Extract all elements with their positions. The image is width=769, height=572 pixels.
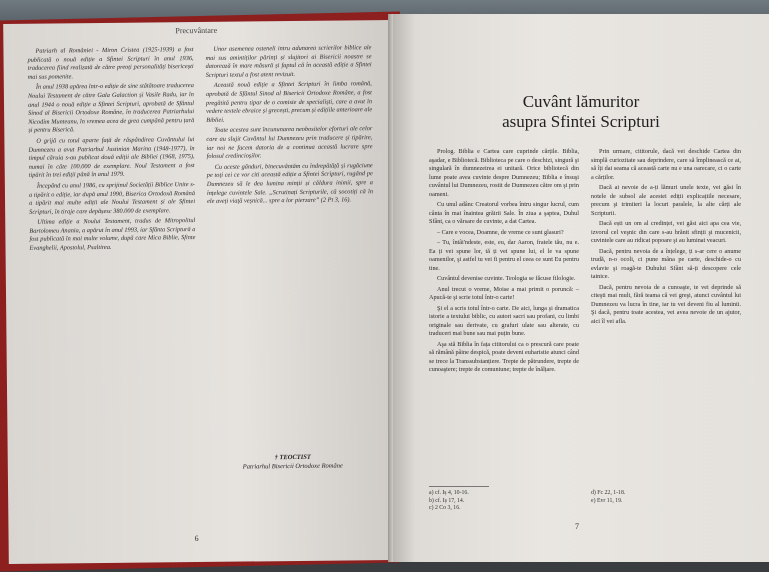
title-line-1: Cuvânt lămuritor <box>522 92 640 111</box>
footnote: c) 2 Co 3, 16. <box>429 505 461 511</box>
paragraph: Această nouă ediție a Sfintei Scripturi în limba română, aprobată de Sfântul Sinod al Bisericii Ortodoxe Române, a fost pregătită pentru tipar de o comisie de specialiști, care a avut în vedere textele ebraice și grecești, precum și edițiile anterioare ale Bibliei. <box>205 80 373 124</box>
paragraph: Toate acestea sunt încununarea neobositelor eforturi ale celor care au slujit Cuvântul lui Dumnezeu prin traducere și tipărire, iar noi ne facem datoria de a continua această lucrare spre folosul credincioșilor. <box>206 125 373 161</box>
paragraph: Dacă ești un om al credinței, vei găsi aici apa cea vie, izvorul cel veşnic din care s-au hrănit sfinții şi mucenicii, cuvintele care au ridicat popoare şi au luminat veacuri. <box>591 220 741 244</box>
page-header: Precuvântare <box>175 25 218 36</box>
left-column-1 <box>27 46 195 255</box>
footnote: b) cf. Iș 17, 14. <box>429 497 465 504</box>
paragraph: Începând cu anul 1986, cu sprijinul Societății Biblice Unite s-a tipărit o ediție, iar după anul 1990, Biserica Ortodoxă Română a tipărit mai multe ediții ale Noului Testament și ale Sfintei Scripturi, în tiraje care depășesc 380.000 de exemplare. <box>28 180 196 216</box>
page-title <box>393 92 769 132</box>
paragraph: – Tu, întâi'ndeste, este, eu, dar Aaron, fratele tău, nu e. Ea ți vei spune lor, tă ți vei spune lui, el le va spune oamenilor, şi astfel tu vei fi pentru el ceea ce sunt Eu pentru tine. <box>429 239 579 272</box>
paragraph: În anul 1938 apărea într-o ediție de sine stătătoare traducerea Noului Testament de către Gala Galaction și Vasile Radu, iar în anul 1944 o nouă ediție a Sfintei Scripturi, aprobată de Sfântul Sinod al Bisericii Ortodoxe Române, în traducerea Patriarhului Nicodim Munteanu, în vremea acea de grea cumpănă pentru țară și pentru Biserică. <box>27 82 195 135</box>
title-line-2: asupra Sfintei Scripturi <box>502 112 660 131</box>
footnote: d) Fc 22, 1-18. <box>591 490 626 496</box>
paragraph: Aşa stă Biblia în fața cititorului ca o prescură care poate să rămână pâine despică, poate deveni euharistie atunci când se trece la Transsubstanțiere. Trepte de pătrundere, trepte de cunoaştere; trepte de comuniune; trepte de înălțare. <box>429 340 579 373</box>
right-page <box>393 14 769 562</box>
paragraph: Cu aceste gânduri, binecuvântăm cu îndrepătăță și rugăciune pe toți cei ce vor citi această ediție a Sfintei Scripturi, rugând pe Dumnezeu să le dea lumina minții și căldura inimii, spre a înțelege cuvintele Sale. „Scrutinați Scripturile, că socotiți că în ele aveți viață veșnică... spre a lor pierzare” (2 Pt 3, 16). <box>206 161 373 206</box>
footnotes-left <box>429 490 579 513</box>
footnote: a) cf. Iș 4, 10-16. <box>429 490 469 496</box>
paragraph: O grijă cu totul aparte față de răspândirea Cuvântului lui Dumnezeu a avut Patriarhul Justinian Marina (1948-1977), în timpul căruia s-au publicat două ediții ale Bibliei (1968, 1975), numai în câte 100.000 de exemplare. Noul Testament a fost tipărit în trei ediții până în anul 1979. <box>28 135 195 180</box>
paragraph: Patriarh al României - Miron Cristea (1925-1939) a fost publicată o nouă ediție a Sfintei Scripturi în anul 1936, traducerea fiind realizată de către preoți personalități bisericești mai sus pomenite. <box>27 46 194 81</box>
paragraph: Anul trecut o vreme, Moise a mai primit o poruncă: – Apucă-te şi scrie totul într-o carte! <box>429 285 579 301</box>
paragraph: Şi el a scris totul într-o carte. De aici, lunga şi dramatica istorie a textului biblic, cu autori sacri sau profani, cu limbi originale sau derivate, cu grafuri ulate sau alterate, cu traduceri mai bune sau mai puțin bune. <box>429 304 579 337</box>
signature-block <box>210 452 376 472</box>
paragraph: Prin urmare, cititorule, dacă vei deschide Cartea din simplă curiozitate sau deprindere, care să împlinească ce ai, să îți dai seama că această carte nu e una oarecare, ci o carte a cărților. <box>591 148 741 181</box>
signature-title: Patriarhul Bisericii Ortodoxe Române <box>242 462 343 471</box>
right-column-1 <box>429 148 579 377</box>
footnote: e) Evr 11, 19. <box>591 497 623 504</box>
paragraph: Unor asemenea osteneli intru adunarea scrierilor biblice ale mai sus amintiților părinți și slujitori ai Bisericii noastre se datorează în mare măsură și faptul că în această ediție a Sfintei Scripturi textul a fost atent revizuit. <box>205 44 372 79</box>
page-number: 6 <box>194 534 199 544</box>
left-page <box>3 20 395 564</box>
footnotes-right <box>591 490 741 505</box>
paragraph: Ultima ediție a Noului Testament, tradus de Mitropolitul Bartolomeu Anania, a apărut în anul 1993, iar Sfânta Scriptură a fost publicată în mai multe volume, după care Mica Biblie, Sfinte Evanghelii, Apostolul, Psaltirea. <box>29 217 196 252</box>
paragraph: Dacă ai nevoie de a-ți lămuri unele texte, vei găsi în notele de subsol ale acestei ediții explicațiile necesare, precum şi trimiteri la locuri paralele, la alte cărți ale Scripturii. <box>591 184 741 217</box>
footnote-rule <box>429 486 489 487</box>
paragraph: Cuvântul devenise cuvinte. Teologia se făcuse filologie. <box>437 275 576 282</box>
paragraph: – Care e vocea, Doamne, de vreme ce sunt glasuri? <box>437 228 564 236</box>
paragraph: Dacă, pentru nevoia de a cunoaşte, te vei deprinde să citeşti mai mult, fără teama că vei greşi, atunci cuvântul lui Dumnezeu va lucra în tine, iar tu vei deveni fiu al luminii. Şi dacă, pentru toate acestea, vei avea nevoie de un ajutor, aici îl vei afla. <box>591 283 741 325</box>
page-number: 7 <box>575 522 579 531</box>
signature-name: † TEOCTIST <box>274 453 311 462</box>
paragraph: Prolog. Biblia e Cartea care cuprinde cărțile. Biblia, aşadar, e Bibliotecă. Biblioteca pe care o deschizi, singură şi singulară în dumnezeirea ei unitară. Orice bibliotecă din lume poate avea cuvinte despre Dumnezeu; Biblia e însuşi cuvântul lui Dumnezeu, rostit de Dumnezeu către om şi prin oameni. <box>429 148 579 198</box>
paragraph: Dacă, pentru nevoia de a înțelege, ți s-ar cere o anume trudă, n-o ocoli, ci pune mâna pe carte, deschide-o cu evlavie şi roagă-te Duhului Sfânt să-ți descopere cele tainice. <box>591 247 741 280</box>
left-column-2 <box>205 44 373 208</box>
paragraph: Cu unul adânc Creatorul vorbea întru singur lucrul, cum cânta în mai înaintea grăirii Sale. În ziua a şaptea, Duhul Sfânt, ca o vărsare de cuvinte, a dat Cartea. <box>429 201 579 225</box>
right-column-2 <box>591 148 741 328</box>
